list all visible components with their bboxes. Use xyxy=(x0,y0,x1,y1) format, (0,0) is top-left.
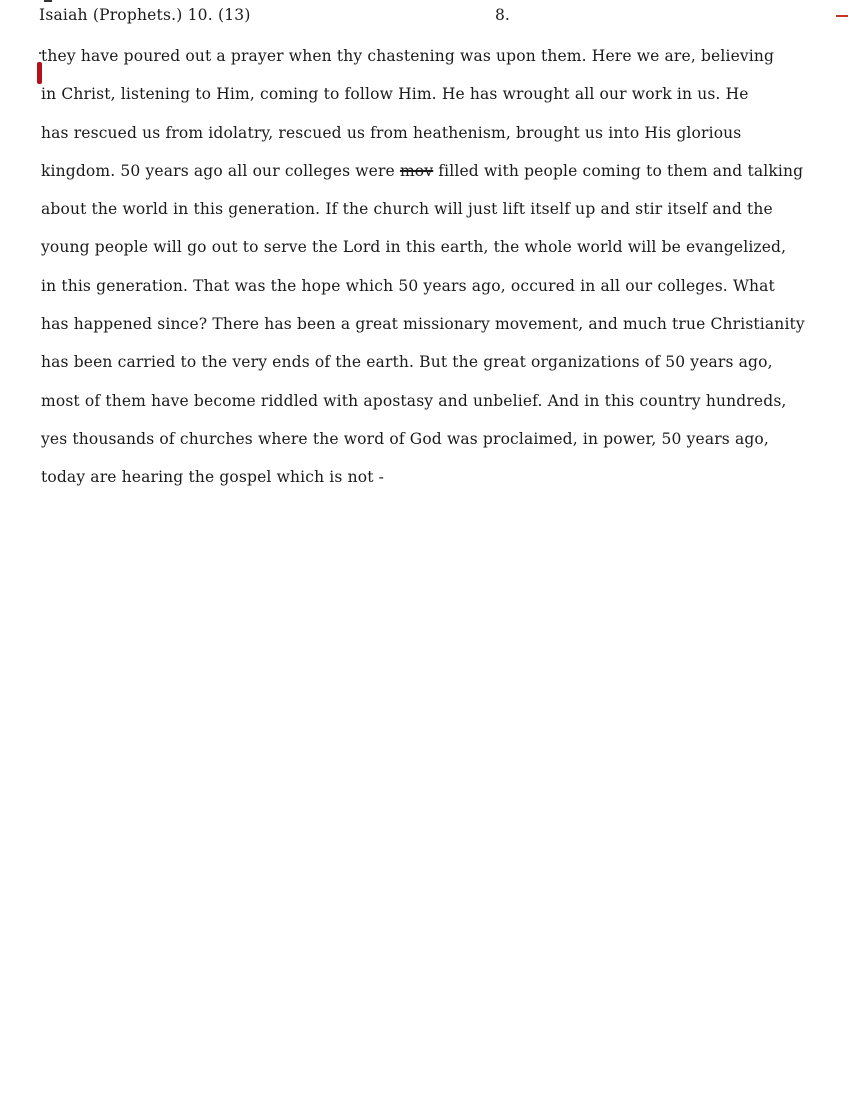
page-header-title: Isaiah (Prophets.) 10. (13) xyxy=(39,6,251,24)
page-number: 8. xyxy=(495,6,510,24)
struck-out-word: mov xyxy=(399,161,434,180)
text-line: has rescued us from idolatry, rescued us from heathenism, brought us into His glorious xyxy=(41,123,742,142)
text-line: has happened since? There has been a great missionary movement, and much true Christianity xyxy=(41,315,805,334)
text-line: about the world in this generation. If the church will just lift itself up and stir itself and the xyxy=(41,200,773,219)
text-line: young people will go out to serve the Lord in this earth, the whole world will be evangelized, xyxy=(41,238,787,257)
text-line: yes thousands of churches where the word of God was proclaimed, in power, 50 years ago, xyxy=(41,429,769,448)
body-text xyxy=(41,44,841,504)
pen-mark xyxy=(44,0,52,2)
text-line: in Christ, listening to Him, coming to follow Him. He has wrought all our work in us. He xyxy=(41,85,749,104)
text-segment: filled with people coming to them and talking xyxy=(433,161,804,180)
text-line xyxy=(41,159,841,197)
text-line: most of them have become riddled with apostasy and unbelief. And in this country hundreds, xyxy=(41,391,787,410)
text-segment: kingdom. 50 years ago all our colleges were xyxy=(41,161,400,180)
red-margin-mark xyxy=(836,15,848,17)
text-line: in this generation. That was the hope which 50 years ago, occured in all our colleges. What xyxy=(41,276,775,295)
text-line: they have poured out a prayer when thy chastening was upon them. Here we are, believing xyxy=(41,47,775,65)
text-line: today are hearing the gospel which is not - xyxy=(41,468,385,487)
text-line: has been carried to the very ends of the earth. But the great organizations of 50 years ago, xyxy=(41,353,773,372)
